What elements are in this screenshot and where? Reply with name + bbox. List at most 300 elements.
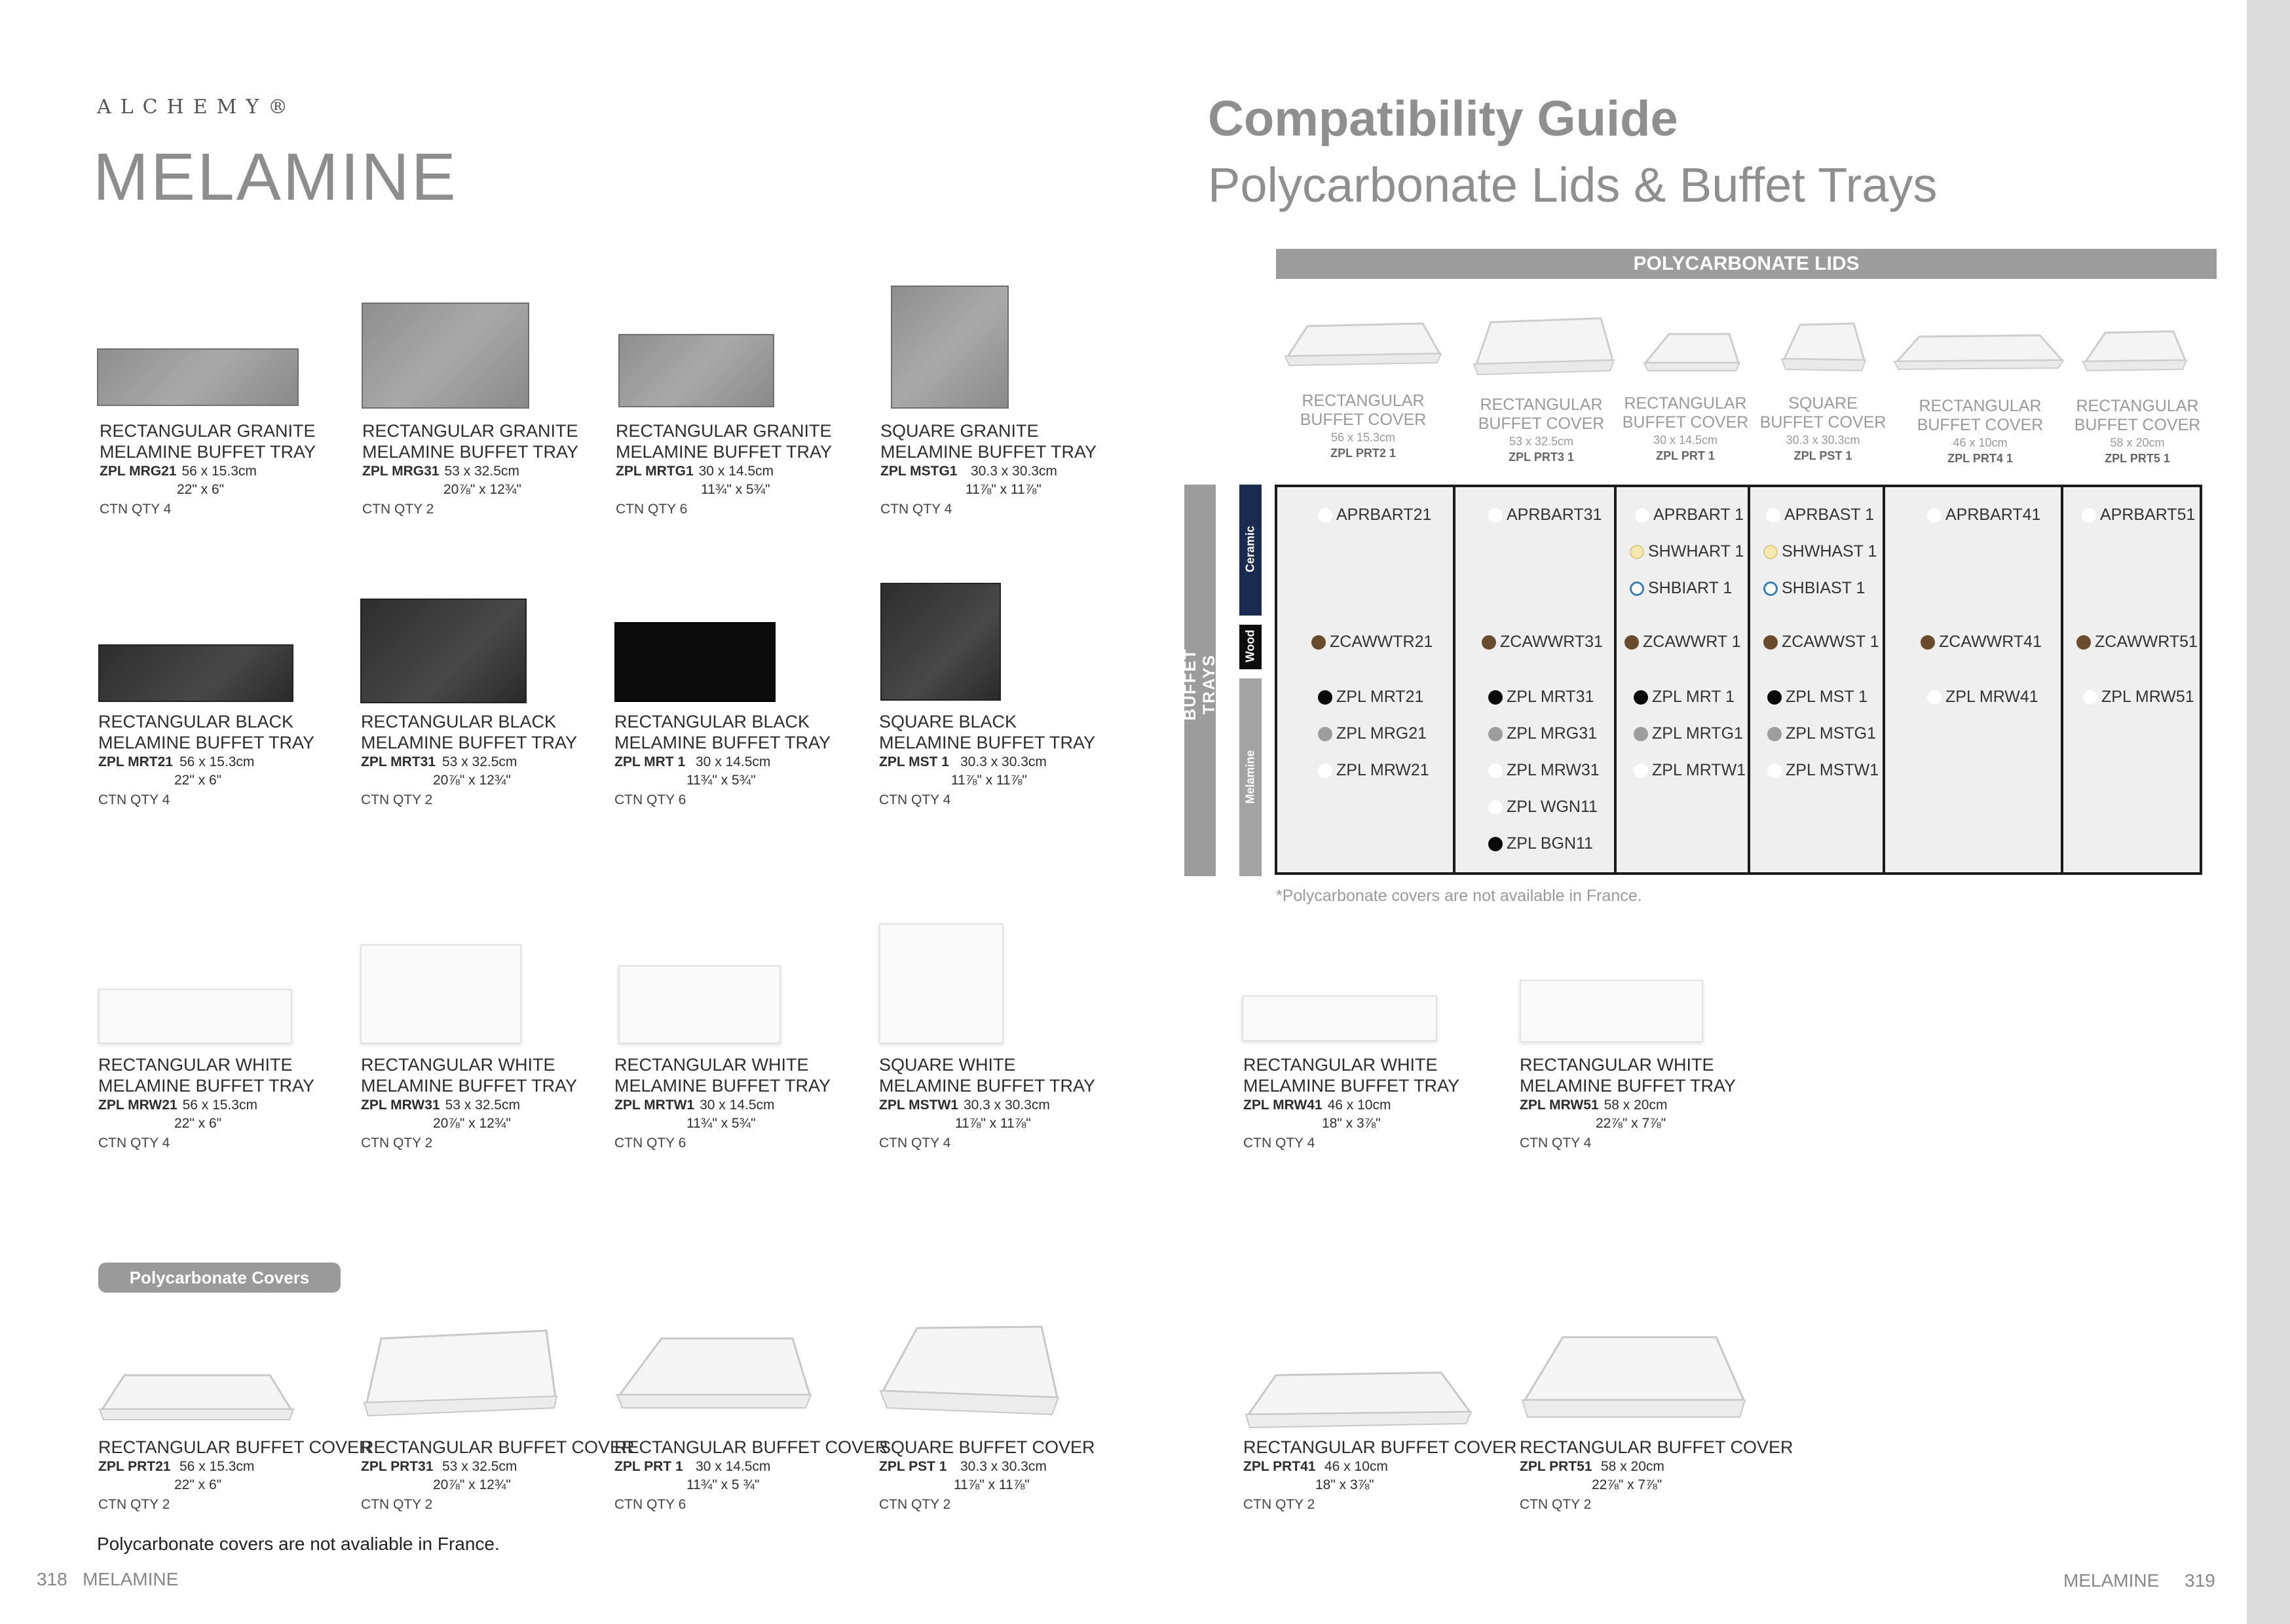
product-qty: CTN QTY 2 [98, 1497, 170, 1512]
product-imperial: 11¾" x 5¾" [686, 1116, 756, 1131]
cell-code: ZPL MRG31 [1507, 724, 1598, 743]
product-title: RECTANGULAR WHITE [614, 1055, 809, 1075]
product-imperial: 20⅞" x 12¾" [433, 1477, 511, 1492]
product-title: SQUARE WHITE [879, 1055, 1016, 1075]
product-title: MELAMINE BUFFET TRAY [98, 733, 315, 752]
lid-type: BUFFET COVER [1759, 413, 1886, 432]
cell-code: APRBART31 [1507, 506, 1602, 524]
table-column [1277, 487, 1455, 872]
lid-type: BUFFET COVER [1917, 416, 2044, 434]
tray-image-granite [618, 334, 774, 407]
cell-code: ZCAWWTR21 [1330, 633, 1433, 651]
table-cell [1318, 724, 1427, 743]
product-qty: CTN QTY 2 [361, 792, 433, 807]
cell-code: ZPL MRTW1 [1652, 761, 1746, 779]
cover-image [616, 1323, 812, 1421]
product-qty: CTN QTY 2 [362, 502, 434, 517]
product-imperial: 22⅞" x 7⅞" [1592, 1477, 1662, 1492]
product-imperial: 11⅞" x 11⅞" [954, 1477, 1030, 1492]
product-code: ZPL MST 1 [879, 754, 949, 769]
product-item [361, 1437, 635, 1514]
lid-code: ZPL PRT5 1 [2105, 452, 2170, 465]
cell-code: ZPL MRW31 [1507, 761, 1600, 779]
table-column [1617, 487, 1750, 872]
france-note: Polycarbonate covers are not avaliable in France. [97, 1534, 500, 1554]
cell-code: SHWHART 1 [1648, 542, 1744, 561]
product-dims: 53 x 32.5cm [445, 1098, 520, 1113]
cover-image [878, 1319, 1061, 1424]
table-cell [2076, 633, 2198, 652]
product-qty: CTN QTY 4 [880, 502, 952, 517]
product-title: MELAMINE BUFFET TRAY [880, 442, 1097, 462]
product-qty: CTN QTY 2 [361, 1135, 433, 1151]
product-title: MELAMINE BUFFET TRAY [616, 442, 833, 462]
brown-dot-icon [1482, 635, 1496, 650]
product-item [614, 1054, 876, 1153]
table-cell [1763, 542, 1877, 561]
black-dot-icon [1634, 690, 1648, 705]
product-imperial: 11¾" x 5¾" [701, 482, 770, 497]
lid-code: ZPL PRT 1 [1656, 449, 1715, 462]
table-cell [1763, 633, 1879, 652]
product-dims: 53 x 32.5cm [442, 754, 517, 769]
black-dot-icon [1767, 690, 1782, 705]
lid-dims: 30 x 14.5cm [1653, 434, 1718, 447]
brown-dot-icon [1921, 635, 1935, 650]
table-cell [1488, 506, 1602, 525]
product-item [614, 711, 876, 809]
product-title: RECTANGULAR WHITE [361, 1055, 555, 1075]
product-title: RECTANGULAR BLACK [98, 712, 294, 731]
product-qty: CTN QTY 2 [361, 1497, 433, 1512]
product-qty: CTN QTY 4 [1243, 1135, 1315, 1151]
table-cell [1318, 506, 1431, 525]
cell-code: APRBART21 [1336, 506, 1432, 524]
lid-dims: 58 x 20cm [2110, 436, 2165, 449]
table-cell [1927, 688, 2038, 707]
product-code: ZPL MRW51 [1520, 1098, 1599, 1113]
brown-dot-icon [1311, 635, 1326, 650]
product-item [879, 711, 1141, 809]
product-code: ZPL MSTG1 [880, 464, 958, 479]
product-item [98, 1437, 372, 1514]
footer-section: MELAMINE [83, 1569, 179, 1589]
tray-image-granite [97, 348, 299, 406]
melamine-band [1239, 678, 1262, 876]
product-title: MELAMINE BUFFET TRAY [1520, 1076, 1736, 1096]
product-item [880, 420, 1142, 519]
table-column [1455, 487, 1617, 872]
table-cell [1635, 506, 1744, 525]
product-imperial: 11¾" x 5¾" [686, 773, 756, 788]
product-title: RECTANGULAR BUFFET COVER [1243, 1437, 1517, 1457]
polycarbonate-lids-header: POLYCARBONATE LIDS [1276, 249, 2217, 279]
product-imperial: 22" x 6" [174, 1116, 222, 1131]
blue-ring-dot-icon [1763, 581, 1778, 596]
cell-code: ZPL MRT31 [1507, 688, 1594, 706]
product-title: RECTANGULAR BLACK [361, 712, 557, 731]
table-column [2063, 487, 2200, 872]
blue-ring-dot-icon [1630, 581, 1644, 596]
white-dot-icon [1927, 508, 1942, 523]
product-title: RECTANGULAR WHITE [1243, 1055, 1438, 1075]
wood-band [1239, 625, 1262, 669]
table-cell [1767, 688, 1868, 707]
cell-code: ZPL MSTG1 [1786, 724, 1876, 743]
lid-image [2082, 323, 2189, 376]
lid-code: ZPL PRT2 1 [1330, 447, 1396, 460]
lid-type: BUFFET COVER [1478, 415, 1605, 433]
product-title: RECTANGULAR WHITE [1520, 1055, 1714, 1075]
table-column [1885, 487, 2063, 872]
product-imperial: 22⅞" x 7⅞" [1596, 1116, 1666, 1131]
product-imperial: 18" x 3⅞" [1322, 1116, 1381, 1131]
product-dims: 30 x 14.5cm [698, 464, 774, 479]
lid-header [1741, 394, 1905, 464]
cream-dot-icon [1763, 545, 1778, 559]
table-cell [1488, 724, 1597, 743]
table-cell [1488, 688, 1594, 707]
page-edge-strip [2247, 0, 2290, 1624]
table-cell [1488, 761, 1600, 780]
lid-code: ZPL PST 1 [1793, 449, 1852, 462]
lid-header [1281, 392, 1445, 461]
melamine-label: Melamine [1243, 750, 1257, 804]
product-dims: 56 x 15.3cm [181, 464, 257, 479]
table-cell [1318, 761, 1429, 780]
grey-dot-icon [1767, 727, 1782, 741]
product-code: ZPL MRTG1 [616, 464, 694, 479]
lid-type: RECTANGULAR [1480, 396, 1603, 414]
product-dims: 30 x 14.5cm [700, 1098, 775, 1113]
product-code: ZPL MRT 1 [614, 754, 686, 769]
product-title: MELAMINE BUFFET TRAY [879, 733, 1096, 752]
product-item [100, 420, 362, 519]
brown-dot-icon [1624, 635, 1639, 650]
cell-code: ZPL MRW21 [1336, 761, 1429, 779]
lid-image [1893, 327, 2066, 375]
cell-code: ZPL BGN11 [1507, 834, 1593, 853]
lid-code: ZPL PRT3 1 [1509, 451, 1574, 464]
product-title: RECTANGULAR BLACK [614, 712, 810, 731]
product-imperial: 20⅞" x 12¾" [433, 1116, 511, 1131]
white-dot-icon [1488, 508, 1503, 523]
product-title: RECTANGULAR BUFFET COVER [614, 1437, 888, 1457]
cell-code: ZCAWWST 1 [1782, 633, 1879, 651]
cover-image [1243, 1359, 1474, 1431]
product-code: ZPL MSTW1 [879, 1098, 958, 1113]
lid-type: RECTANGULAR [1624, 394, 1747, 413]
product-title: MELAMINE BUFFET TRAY [361, 733, 578, 752]
white-dot-icon [2082, 508, 2096, 523]
product-item [362, 420, 624, 519]
tray-image-white [1242, 995, 1437, 1041]
cell-code: ZPL MRW51 [2101, 688, 2194, 706]
product-title: MELAMINE BUFFET TRAY [614, 1076, 831, 1096]
white-dot-icon [1488, 764, 1503, 778]
tray-image-white [879, 923, 1004, 1044]
product-dims: 56 x 15.3cm [182, 1098, 257, 1113]
product-item [879, 1054, 1141, 1153]
lid-type: BUFFET COVER [1300, 411, 1427, 429]
table-cell [1630, 542, 1744, 561]
cell-code: ZPL MRT21 [1336, 688, 1424, 706]
tray-image-granite [362, 303, 529, 409]
lid-type: SQUARE [1788, 394, 1858, 413]
product-qty: CTN QTY 2 [879, 1497, 951, 1512]
product-title: RECTANGULAR BUFFET COVER [98, 1437, 372, 1457]
table-cell [2082, 506, 2195, 525]
table-cell [1767, 761, 1879, 780]
cell-code: ZPL WGN11 [1507, 798, 1598, 816]
lid-image [1473, 310, 1617, 384]
lid-dims: 30.3 x 30.3cm [1786, 434, 1860, 447]
product-code: ZPL MRW31 [361, 1098, 440, 1113]
tray-image-black [880, 583, 1001, 701]
product-imperial: 11¾" x 5 ¾" [686, 1477, 760, 1492]
cover-image [1520, 1324, 1748, 1429]
footer-section: MELAMINE [2063, 1570, 2160, 1591]
cell-code: ZCAWWRT51 [2095, 633, 2198, 651]
cell-code: APRBAST 1 [1784, 506, 1875, 524]
product-item [361, 1054, 623, 1153]
product-code: ZPL PRT 1 [614, 1459, 683, 1474]
cell-code: APRBART51 [2100, 506, 2196, 524]
table-cell [1766, 506, 1874, 525]
product-code: ZPL MRW41 [1243, 1098, 1323, 1113]
table-cell [1634, 688, 1735, 707]
lid-header [1459, 396, 1623, 465]
page-number: 319 [2185, 1570, 2215, 1591]
grey-dot-icon [1634, 727, 1648, 741]
guide-title: Compatibility Guide [1208, 91, 1678, 147]
product-title: MELAMINE BUFFET TRAY [614, 733, 831, 752]
buffet-trays-label: BUFFET TRAYS [1181, 648, 1218, 721]
cell-code: ZPL MRG21 [1336, 724, 1427, 743]
ceramic-band [1239, 485, 1262, 616]
lid-dims: 46 x 10cm [1953, 436, 2008, 449]
product-qty: CTN QTY 6 [614, 792, 686, 807]
table-cell [1488, 798, 1598, 817]
product-dims: 30.3 x 30.3cm [971, 464, 1057, 479]
product-imperial: 11⅞" x 11⅞" [951, 773, 1027, 788]
tray-image-black [98, 644, 293, 702]
product-code: ZPL MRT31 [361, 754, 436, 769]
product-imperial: 18" x 3⅞" [1315, 1477, 1374, 1492]
tray-image-granite [891, 286, 1009, 409]
white-dot-icon [1318, 764, 1332, 778]
white-dot-icon [2083, 690, 2097, 705]
product-dims: 30.3 x 30.3cm [960, 754, 1047, 769]
product-code: ZPL MRG31 [362, 464, 440, 479]
product-code: ZPL PRT51 [1520, 1459, 1592, 1474]
product-item [98, 1054, 360, 1153]
table-cell [1767, 724, 1876, 743]
brown-dot-icon [2076, 635, 2091, 650]
lid-type: RECTANGULAR [1302, 392, 1425, 410]
product-code: ZPL PRT21 [98, 1459, 171, 1474]
tray-image-black [614, 622, 776, 702]
brown-dot-icon [1763, 635, 1778, 650]
product-dims: 53 x 32.5cm [444, 464, 519, 479]
cover-image [98, 1346, 295, 1425]
page-title: MELAMINE [93, 139, 458, 214]
table-cell [1488, 834, 1593, 853]
product-item [361, 711, 623, 809]
black-dot-icon [1488, 690, 1503, 705]
product-code: ZPL MRTW1 [614, 1098, 695, 1113]
white-dot-icon [1927, 690, 1942, 705]
product-imperial: 22" x 6" [174, 1477, 222, 1492]
brand-logo: ALCHEMY® [97, 96, 297, 119]
lid-header [1898, 397, 2062, 466]
wood-label: Wood [1243, 629, 1257, 663]
product-title: RECTANGULAR GRANITE [362, 421, 578, 441]
tray-image-white [360, 944, 521, 1044]
cell-code: ZCAWWRT31 [1500, 633, 1603, 651]
grey-dot-icon [1488, 727, 1503, 741]
table-cell [1763, 579, 1865, 598]
lid-type: BUFFET COVER [1622, 413, 1749, 432]
product-item [1243, 1437, 1517, 1514]
white-dot-icon [1488, 800, 1503, 815]
product-title: SQUARE BUFFET COVER [879, 1437, 1095, 1457]
cell-code: SHBIAST 1 [1782, 579, 1866, 597]
product-code: ZPL PST 1 [879, 1459, 947, 1474]
product-title: MELAMINE BUFFET TRAY [98, 1076, 315, 1096]
product-title: MELAMINE BUFFET TRAY [879, 1076, 1096, 1096]
product-dims: 56 x 15.3cm [179, 1459, 255, 1474]
lid-type: RECTANGULAR [2076, 397, 2199, 415]
table-cell [1482, 633, 1603, 652]
table-cell [1318, 688, 1423, 707]
cell-code: ZPL MRTG1 [1652, 724, 1743, 743]
product-title: RECTANGULAR BUFFET COVER [361, 1437, 635, 1457]
lid-dims: 56 x 15.3cm [1330, 431, 1396, 444]
tray-image-white [1520, 980, 1703, 1043]
product-dims: 46 x 10cm [1324, 1459, 1388, 1474]
product-title: RECTANGULAR GRANITE [616, 421, 832, 441]
cell-code: APRBART41 [1945, 506, 2041, 524]
product-dims: 30 x 14.5cm [696, 1459, 771, 1474]
lid-image [1643, 325, 1741, 377]
table-cell [1921, 633, 2042, 652]
product-qty: CTN QTY 2 [1520, 1497, 1592, 1512]
product-title: SQUARE GRANITE [880, 421, 1039, 441]
product-title: MELAMINE BUFFET TRAY [1243, 1076, 1460, 1096]
cell-code: ZPL MRT 1 [1652, 688, 1735, 706]
product-item [879, 1437, 1141, 1514]
product-qty: CTN QTY 6 [614, 1497, 686, 1512]
tray-image-black [360, 599, 527, 703]
product-imperial: 22" x 6" [174, 773, 222, 788]
cell-code: APRBART 1 [1653, 506, 1744, 524]
white-dot-icon [1318, 508, 1332, 523]
product-dims: 58 x 20cm [1604, 1098, 1668, 1113]
product-title: MELAMINE BUFFET TRAY [362, 442, 579, 462]
product-item [98, 711, 360, 809]
tray-image-white [98, 989, 292, 1044]
tray-image-white [618, 965, 781, 1044]
black-dot-icon [1318, 690, 1332, 705]
lid-dims: 53 x 32.5cm [1509, 435, 1574, 448]
grey-dot-icon [1318, 727, 1332, 741]
product-imperial: 20⅞" x 12¾" [433, 773, 511, 788]
table-cell [1927, 506, 2040, 525]
guide-subtitle: Polycarbonate Lids & Buffet Trays [1208, 158, 1938, 212]
product-dims: 53 x 32.5cm [442, 1459, 517, 1474]
page-number: 318 [37, 1569, 67, 1589]
product-title: MELAMINE BUFFET TRAY [100, 442, 316, 462]
product-imperial: 20⅞" x 12¾" [443, 482, 521, 497]
product-qty: CTN QTY 4 [98, 1135, 170, 1151]
cell-code: SHBIART 1 [1648, 579, 1733, 597]
cell-code: ZCAWWRT 1 [1643, 633, 1741, 651]
lid-type: RECTANGULAR [1919, 397, 2042, 415]
product-dims: 46 x 10cm [1327, 1098, 1391, 1113]
footer-left [37, 1569, 178, 1590]
table-cell [1634, 761, 1746, 780]
product-dims: 30.3 x 30.3cm [960, 1459, 1047, 1474]
product-qty: CTN QTY 6 [616, 502, 688, 517]
lid-code: ZPL PRT4 1 [1947, 452, 2013, 465]
product-dims: 30.3 x 30.3cm [963, 1098, 1050, 1113]
cell-code: ZCAWWRT41 [1939, 633, 2042, 651]
product-title: SQUARE BLACK [879, 712, 1017, 731]
product-item [614, 1437, 888, 1514]
product-code: ZPL MRW21 [98, 1098, 178, 1113]
cream-dot-icon [1630, 545, 1644, 559]
product-qty: CTN QTY 6 [614, 1135, 686, 1151]
product-title: MELAMINE BUFFET TRAY [361, 1076, 578, 1096]
product-title: RECTANGULAR BUFFET COVER [1520, 1437, 1793, 1457]
product-dims: 58 x 20cm [1601, 1459, 1664, 1474]
lid-type: BUFFET COVER [2074, 416, 2201, 434]
black-dot-icon [1488, 837, 1503, 851]
product-title: RECTANGULAR GRANITE [100, 421, 316, 441]
cell-code: ZPL MSTW1 [1786, 761, 1879, 779]
product-qty: CTN QTY 4 [100, 502, 172, 517]
white-dot-icon [1635, 508, 1649, 523]
product-code: ZPL MRT21 [98, 754, 173, 769]
product-item [1243, 1054, 1505, 1153]
cover-image [362, 1312, 558, 1424]
table-cell [1634, 724, 1743, 743]
product-qty: CTN QTY 2 [1243, 1497, 1315, 1512]
polycarbonate-covers-pill: Polycarbonate Covers [98, 1263, 341, 1293]
table-cell [1630, 579, 1732, 598]
product-dims: 30 x 14.5cm [696, 754, 771, 769]
product-imperial: 11⅞" x 11⅞" [955, 1116, 1031, 1131]
white-dot-icon [1766, 508, 1780, 523]
product-title: RECTANGULAR WHITE [98, 1055, 293, 1075]
product-code: ZPL MRG21 [100, 464, 177, 479]
white-dot-icon [1767, 764, 1782, 778]
product-qty: CTN QTY 4 [879, 792, 951, 807]
table-cell [2083, 688, 2194, 707]
compatibility-footnote: *Polycarbonate covers are not available in France. [1276, 887, 1642, 905]
product-imperial: 11⅞" x 11⅞" [966, 482, 1042, 497]
product-code: ZPL PRT41 [1243, 1459, 1316, 1474]
table-cell [1311, 633, 1433, 652]
product-item [1520, 1054, 1782, 1153]
lid-image [1780, 318, 1868, 378]
product-code: ZPL PRT31 [361, 1459, 434, 1474]
cell-code: SHWHAST 1 [1782, 542, 1877, 561]
product-qty: CTN QTY 4 [1520, 1135, 1592, 1151]
table-cell [1624, 633, 1741, 652]
white-dot-icon [1634, 764, 1648, 778]
